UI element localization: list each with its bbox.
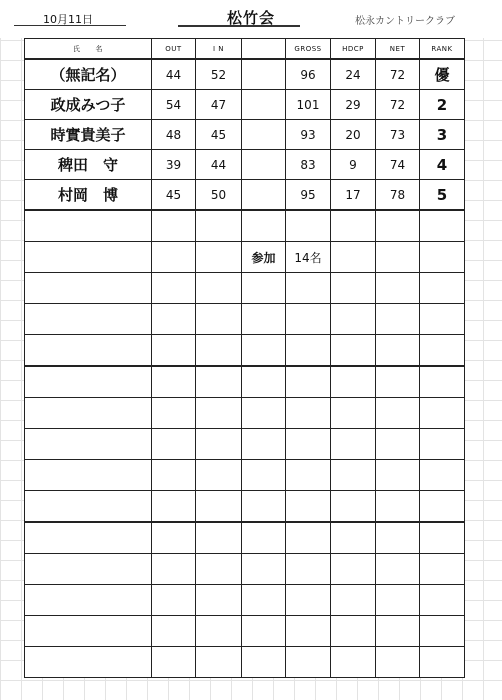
hdcp-value: 24 <box>331 59 376 90</box>
empty-row <box>25 460 465 491</box>
column-header-gross: GROSS <box>286 39 331 60</box>
rank-value: 3 <box>420 120 465 150</box>
column-header-blank <box>242 39 286 60</box>
table-row <box>25 180 465 211</box>
empty-row <box>25 647 465 678</box>
table-row <box>25 59 465 90</box>
empty-row <box>25 210 465 242</box>
net-score: 73 <box>376 120 420 150</box>
column-header-in: I N <box>196 39 242 60</box>
table-row <box>25 120 465 150</box>
gross-score: 93 <box>286 120 331 150</box>
rank-value: 5 <box>420 180 465 211</box>
net-score: 72 <box>376 90 420 120</box>
player-name: （無記名） <box>25 59 152 90</box>
participants-row <box>25 242 465 273</box>
gross-score: 83 <box>286 150 331 180</box>
player-name: 政成みつ子 <box>25 90 152 120</box>
participants-count: 14名 <box>286 242 331 273</box>
hdcp-value: 9 <box>331 150 376 180</box>
gross-score: 96 <box>286 59 331 90</box>
player-name: 村岡 博 <box>25 180 152 211</box>
column-header-hdcp: HDCP <box>331 39 376 60</box>
empty-row <box>25 585 465 616</box>
empty-row <box>25 616 465 647</box>
in-score: 47 <box>196 90 242 120</box>
empty-row <box>25 398 465 429</box>
in-score: 52 <box>196 59 242 90</box>
column-header-out: OUT <box>152 39 196 60</box>
club-name: 松永カントリークラブ <box>355 16 455 27</box>
title-underline <box>178 25 300 27</box>
empty-row <box>25 335 465 367</box>
table-row <box>25 90 465 120</box>
empty-row <box>25 429 465 460</box>
blank-cell <box>242 120 286 150</box>
column-header-name: 氏 名 <box>25 39 152 60</box>
blank-cell <box>242 180 286 211</box>
blank-cell <box>242 90 286 120</box>
empty-row <box>25 273 465 304</box>
score-table <box>24 38 465 678</box>
hdcp-value: 29 <box>331 90 376 120</box>
rank-value: 4 <box>420 150 465 180</box>
out-score: 45 <box>152 180 196 211</box>
out-score: 44 <box>152 59 196 90</box>
in-score: 44 <box>196 150 242 180</box>
blank-cell <box>242 59 286 90</box>
table-row <box>25 150 465 180</box>
player-name: 稗田 守 <box>25 150 152 180</box>
empty-row <box>25 522 465 554</box>
in-score: 50 <box>196 180 242 211</box>
participants-label: 参加 <box>242 242 286 273</box>
empty-row <box>25 554 465 585</box>
rank-value: 優 <box>420 59 465 90</box>
hdcp-value: 17 <box>331 180 376 211</box>
header-row <box>25 39 465 60</box>
column-header-rank: RANK <box>420 39 465 60</box>
out-score: 48 <box>152 120 196 150</box>
empty-row <box>25 304 465 335</box>
event-date: 10月11日 <box>43 13 93 26</box>
rank-value: 2 <box>420 90 465 120</box>
net-score: 78 <box>376 180 420 211</box>
out-score: 54 <box>152 90 196 120</box>
net-score: 74 <box>376 150 420 180</box>
gross-score: 95 <box>286 180 331 211</box>
hdcp-value: 20 <box>331 120 376 150</box>
net-score: 72 <box>376 59 420 90</box>
sheet-header <box>0 0 502 38</box>
blank-cell <box>242 150 286 180</box>
gross-score: 101 <box>286 90 331 120</box>
player-name: 時實貴美子 <box>25 120 152 150</box>
empty-row <box>25 491 465 523</box>
in-score: 45 <box>196 120 242 150</box>
empty-row <box>25 366 465 398</box>
out-score: 39 <box>152 150 196 180</box>
event-title: 松竹会 <box>226 9 275 27</box>
column-header-net: NET <box>376 39 420 60</box>
